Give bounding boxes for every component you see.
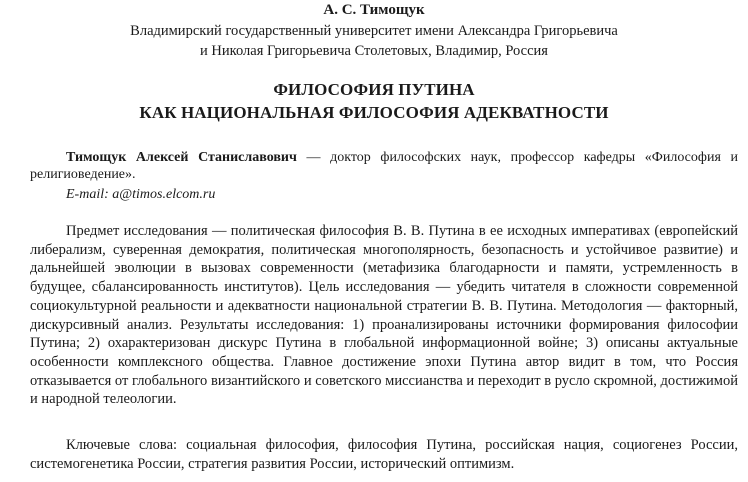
author-description: — доктор философских наук, профессор кафедры «Философия и религиоведение». <box>30 150 738 182</box>
affiliation <box>0 21 748 61</box>
abstract-paragraph: Предмет исследования — политическая философия В. В. Путина в ее исходных императивах (европейский либерализм, суверенная демократия, политическая многополярность, безопасность и устойчивое развитие) и дальнейшей эволюции в вызовах современности (метафизика благодарности и памяти, устремленность в будущее, сбалансированность институтов). Цель исследования — убедить читателя в сложности современной социокультурной реальности и адекватности национальной стратегии В. В. Путина. Методология — факторный, дискурсивный анализ. Результаты исследования: 1) проанализированы источники формирования философии Путина; 2) охарактеризован дискурс Путина в глобальной информационной войне; 3) описаны актуальные особенности комплексного общества. Главное достижение эпохи Путина автор видит в том, что Россия отказывается от глобального византийского и советского миссианства и переходит в русло скромной, достижимой и народной телеологии. <box>30 223 738 408</box>
affiliation-line-1: Владимирский государственный университет имени Александра Григорьевича <box>130 23 618 39</box>
author-info <box>30 149 738 183</box>
article-title <box>0 78 748 124</box>
article-title-line-2: КАК НАЦИОНАЛЬНАЯ ФИЛОСОФИЯ АДЕКВАТНОСТИ <box>139 103 609 122</box>
author-email: E-mail: a@timos.elcom.ru <box>66 187 216 202</box>
keywords-paragraph: Ключевые слова: социальная философия, философия Путина, российская нация, социогенез России, системогенетика России, стратегия развития России, исторический оптимизм. <box>30 437 738 472</box>
author-name: А. С. Тимощук <box>323 2 425 18</box>
article-title-line-1: ФИЛОСОФИЯ ПУТИНА <box>273 80 475 99</box>
affiliation-line-2: и Николая Григорьевича Столетовых, Владимир, Россия <box>200 43 548 59</box>
author-full-name: Тимощук Алексей Станиславович <box>66 150 297 165</box>
